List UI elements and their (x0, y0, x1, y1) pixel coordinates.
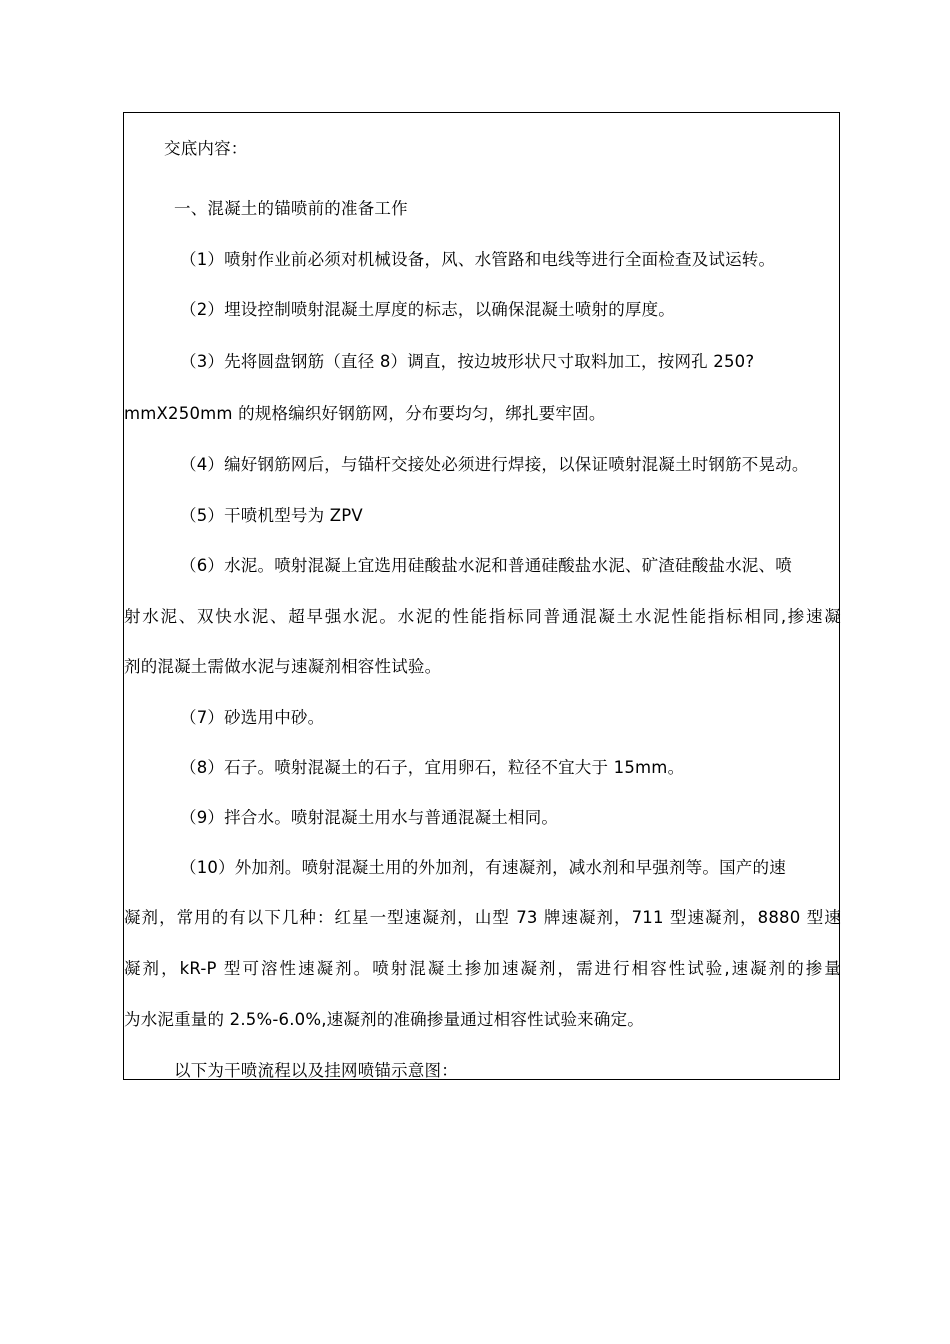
paragraph-line: 为水泥重量的 2.5%-6.0%,速凝剂的准确掺量通过相容性试验来确定。 (124, 1010, 644, 1029)
closing-line: 以下为干喷流程以及挂网喷锚示意图： (174, 1061, 458, 1080)
paragraph-line: 剂的混凝土需做水泥与速凝剂相容性试验。 (124, 657, 442, 676)
paragraph-line: （1）喷射作业前必须对机械设备，风、水管路和电线等进行全面检查及试运转。 (180, 250, 776, 269)
paragraph-line: （10）外加剂。喷射混凝土用的外加剂，有速凝剂，减水剂和早强剂等。国产的速 (180, 858, 786, 877)
paragraph-line: （8）石子。喷射混凝土的石子，宜用卵石，粒径不宜大于 15mm。 (180, 758, 685, 777)
paragraph-line: （6）水泥。喷射混凝上宜选用硅酸盐水泥和普通硅酸盐水泥、矿渣硅酸盐水泥、喷 (180, 556, 792, 575)
paragraph-line: mmX250mm 的规格编织好钢筋网，分布要均匀，绑扎要牢固。 (124, 404, 606, 423)
disclosure-header: 交底内容： (164, 139, 248, 158)
paragraph-line: （2）埋设控制喷射混凝土厚度的标志，以确保混凝土喷射的厚度。 (180, 300, 675, 319)
paragraph-line: （9）拌合水。喷射混凝土用水与普通混凝土相同。 (180, 808, 559, 827)
frame-tick-right (839, 163, 840, 175)
paragraph-line: 凝剂，kR-P 型可溶性速凝剂。喷射混凝土掺加速凝剂，需进行相容性试验,速凝剂的掺量 (124, 959, 841, 978)
frame-tick-left (123, 163, 124, 175)
paragraph-line: （7）砂选用中砂。 (180, 708, 325, 727)
section-title: 一、混凝土的锚喷前的准备工作 (174, 199, 408, 218)
paragraph-line: 凝剂，常用的有以下几种：红星一型速凝剂，山型 73 牌速凝剂，711 型速凝剂，8880 型速 (124, 908, 841, 927)
paragraph-line: 射水泥、双快水泥、超早强水泥。水泥的性能指标同普通混凝土水泥性能指标相同,掺速凝 (124, 607, 841, 626)
paragraph-line: （4）编好钢筋网后，与锚杆交接处必须进行焊接，以保证喷射混凝土时钢筋不晃动。 (180, 455, 809, 474)
paragraph-line: （5）干喷机型号为 ZPV (180, 506, 363, 525)
paragraph-line: （3）先将圆盘钢筋（直径 8）调直，按边坡形状尺寸取料加工，按网孔 250? (180, 352, 755, 371)
document-frame (123, 112, 840, 1080)
